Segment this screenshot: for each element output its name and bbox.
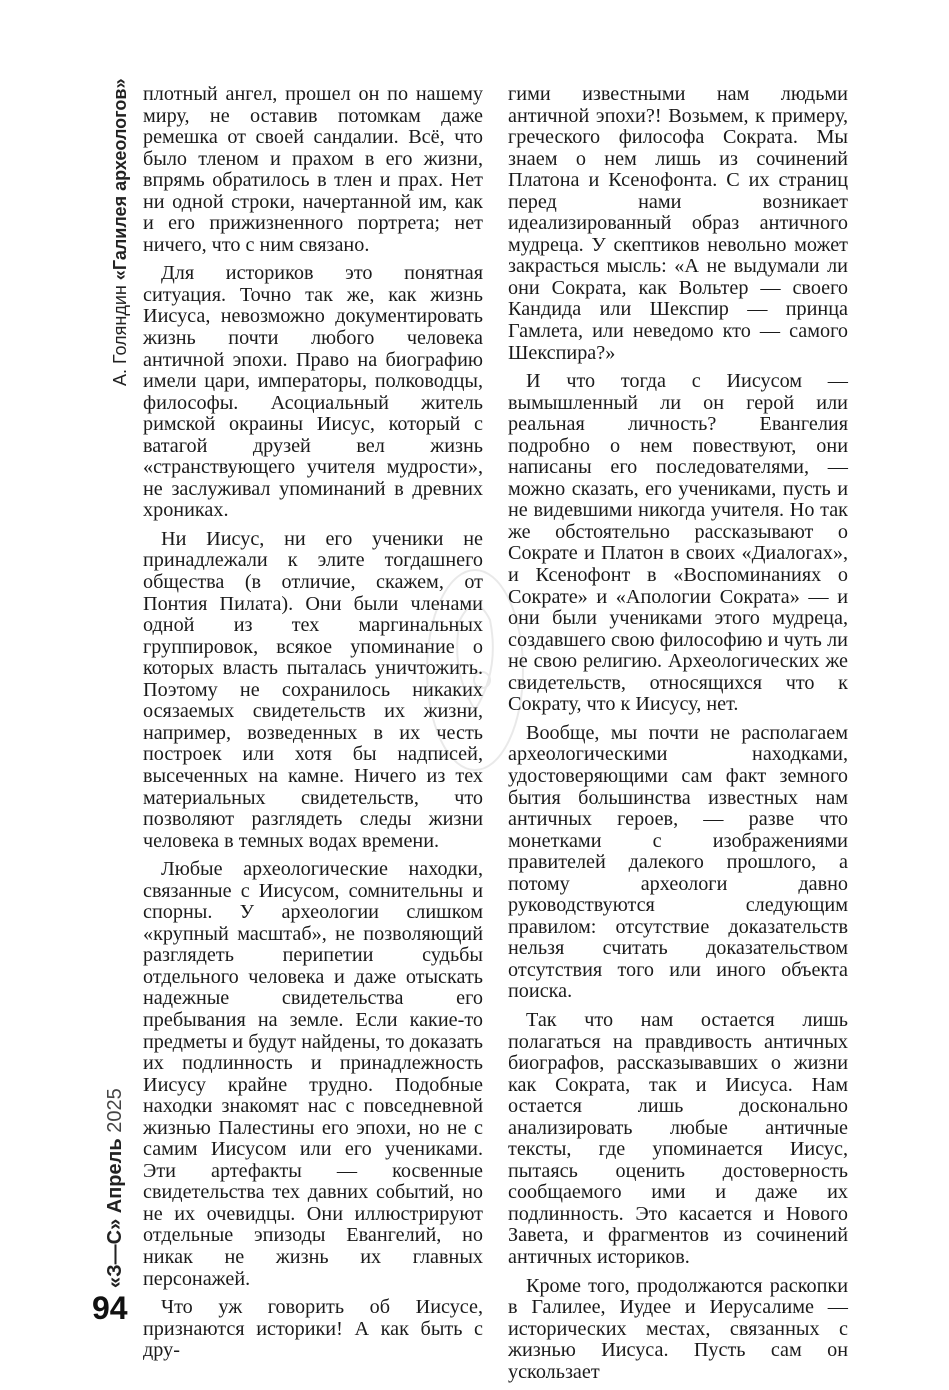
paragraph: Для историков это понятная ситуация. Точно так же, как жизнь Иисуса, невозможно документировать жизнь почти любого человека античной эпохи. Право на биографию имели цари, императоры, полководцы, философы. Асоциальный житель римской окраины Иисус, который с ватагой друзей вел жизнь «странствующего учителя мудрости», не заслуживал упоминаний в древних хрониках. xyxy=(143,262,483,522)
paragraph: Так что нам остается лишь полагаться на правдивость античных биографов, рассказывавших о жизни как Сократа, так и Иисуса. Нам остается лишь досконально анализировать любые античные тексты, где упоминается Иисус, пытаясь оценить достоверность сообщаемого ими и даже их подлинность. Это касается и Нового Завета, и фрагментов из сочинений античных историков. xyxy=(508,1008,848,1268)
paragraph: Вообще, мы почти не располагаем археологическими находками, удостоверяющими сам факт земного бытия большинства известных нам античных героев, — разве что монетками с изображениями правителей далекого прошлого, а потому археологи давно руководствуются следующим правилом: отсутствие доказательств нельзя считать доказательством отсутствия того или иного объекта поиска. xyxy=(508,721,848,1003)
paragraph: плотный ангел, прошел он по нашему миру, не оставив потомкам даже ремешка от своей сандалии. Всё, что было тленом и прахом в его жизни, впрямь обратилось в тлен и прах. Нет ни одной строки, начертанной им, как и его прижизненного портрета; нет ничего, что с ним связано. xyxy=(143,83,483,256)
author-name: А. Голяндин xyxy=(110,285,130,386)
issue-month: Апрель xyxy=(104,1138,126,1214)
watermark-seal-icon xyxy=(420,560,530,780)
issue-year: 2025 xyxy=(104,1088,126,1133)
article-title: «Галилея археологов» xyxy=(110,78,130,281)
running-header xyxy=(104,78,136,386)
magazine-name: «З—С» xyxy=(104,1218,126,1288)
paragraph: Что уж говорить об Иисусе, признаются историки! А как быть с дру- xyxy=(143,1296,483,1362)
paragraph: гими известными нам людьми античной эпохи?! Возьмем, к примеру, греческого философа Сократа. Мы знаем о нем лишь из сочинений Платона и Ксенофонта. С их страниц перед нами возникает идеализированный образ античного мудреца. У скептиков невольно может закрасться мысль: «А не выдумали ли они Сократа, как Вольтер — своего Кандида или Шекспир — принца Гамлета, или неведомо кто — самого Шекспира?» xyxy=(508,83,848,364)
paragraph: Любые археологические находки, связанные с Иисусом, сомнительны и спорны. У археологии слишком «крупный масштаб», не позволяющий разглядеть перипетии судьбы отдельного человека и даже отыскать надежные свидетельства его пребывания на земле. Если какие-то предметы и будут найдены, то доказать их подлинность и принадлежность Иисусу крайне трудно. Подобные находки знакомят нас с повседневной жизнью Палестины его эпохи, но не с самим Иисусом или его учениками. Эти артефакты — косвенные свидетельства тех давних событий, но не их очевидцы. Они иллюстрируют отдельные эпизоды Евангелий, но никак не жизнь их главных персонажей. xyxy=(143,858,483,1290)
paragraph: И что тогда с Иисусом — вымышленный ли он герой или реальная личность? Евангелия подробно о нем повествуют, они написаны его последователями, — можно сказать, его учениками, пусть и не видевшими никогда учителя. Но так же обстоятельно рассказывают о Сократе и Платон в своих «Диалогах», и Ксенофонт в «Воспоминаниях о Сократе» и «Апологии Сократа» — и они были учениками этого мудреца, создавшего свою философию и чуть ли не свою религию. Археологических же свидетельств, относящихся что к Сократу, что к Иисусу, нет. xyxy=(508,370,848,716)
paragraph: Кроме того, продолжаются раскопки в Галилее, Иудее и Иерусалиме — исторических местах, связанных с жизнью Иисуса. Пусть сам он ускользает xyxy=(508,1274,848,1383)
paragraph: Ни Иисус, ни его ученики не принадлежали к элите тогдашнего общества (в отличие, скажем, от Понтия Пилата). Они были членами одной из тех маргинальных группировок, всякое упоминание о которых власть пыталась уничтожить. Поэтому не сохранилось никаких осязаемых свидетельств их жизни, например, возведенных в их честь построек или хотя бы надписей, высеченных на камне. Ничего из тех материальных свидетельств, что позволяют разглядеть следы жизни человека в темных водах времени. xyxy=(143,527,483,852)
right-text-column xyxy=(508,84,848,1390)
running-footer xyxy=(96,1068,134,1288)
page-number: 94 xyxy=(92,1290,128,1326)
